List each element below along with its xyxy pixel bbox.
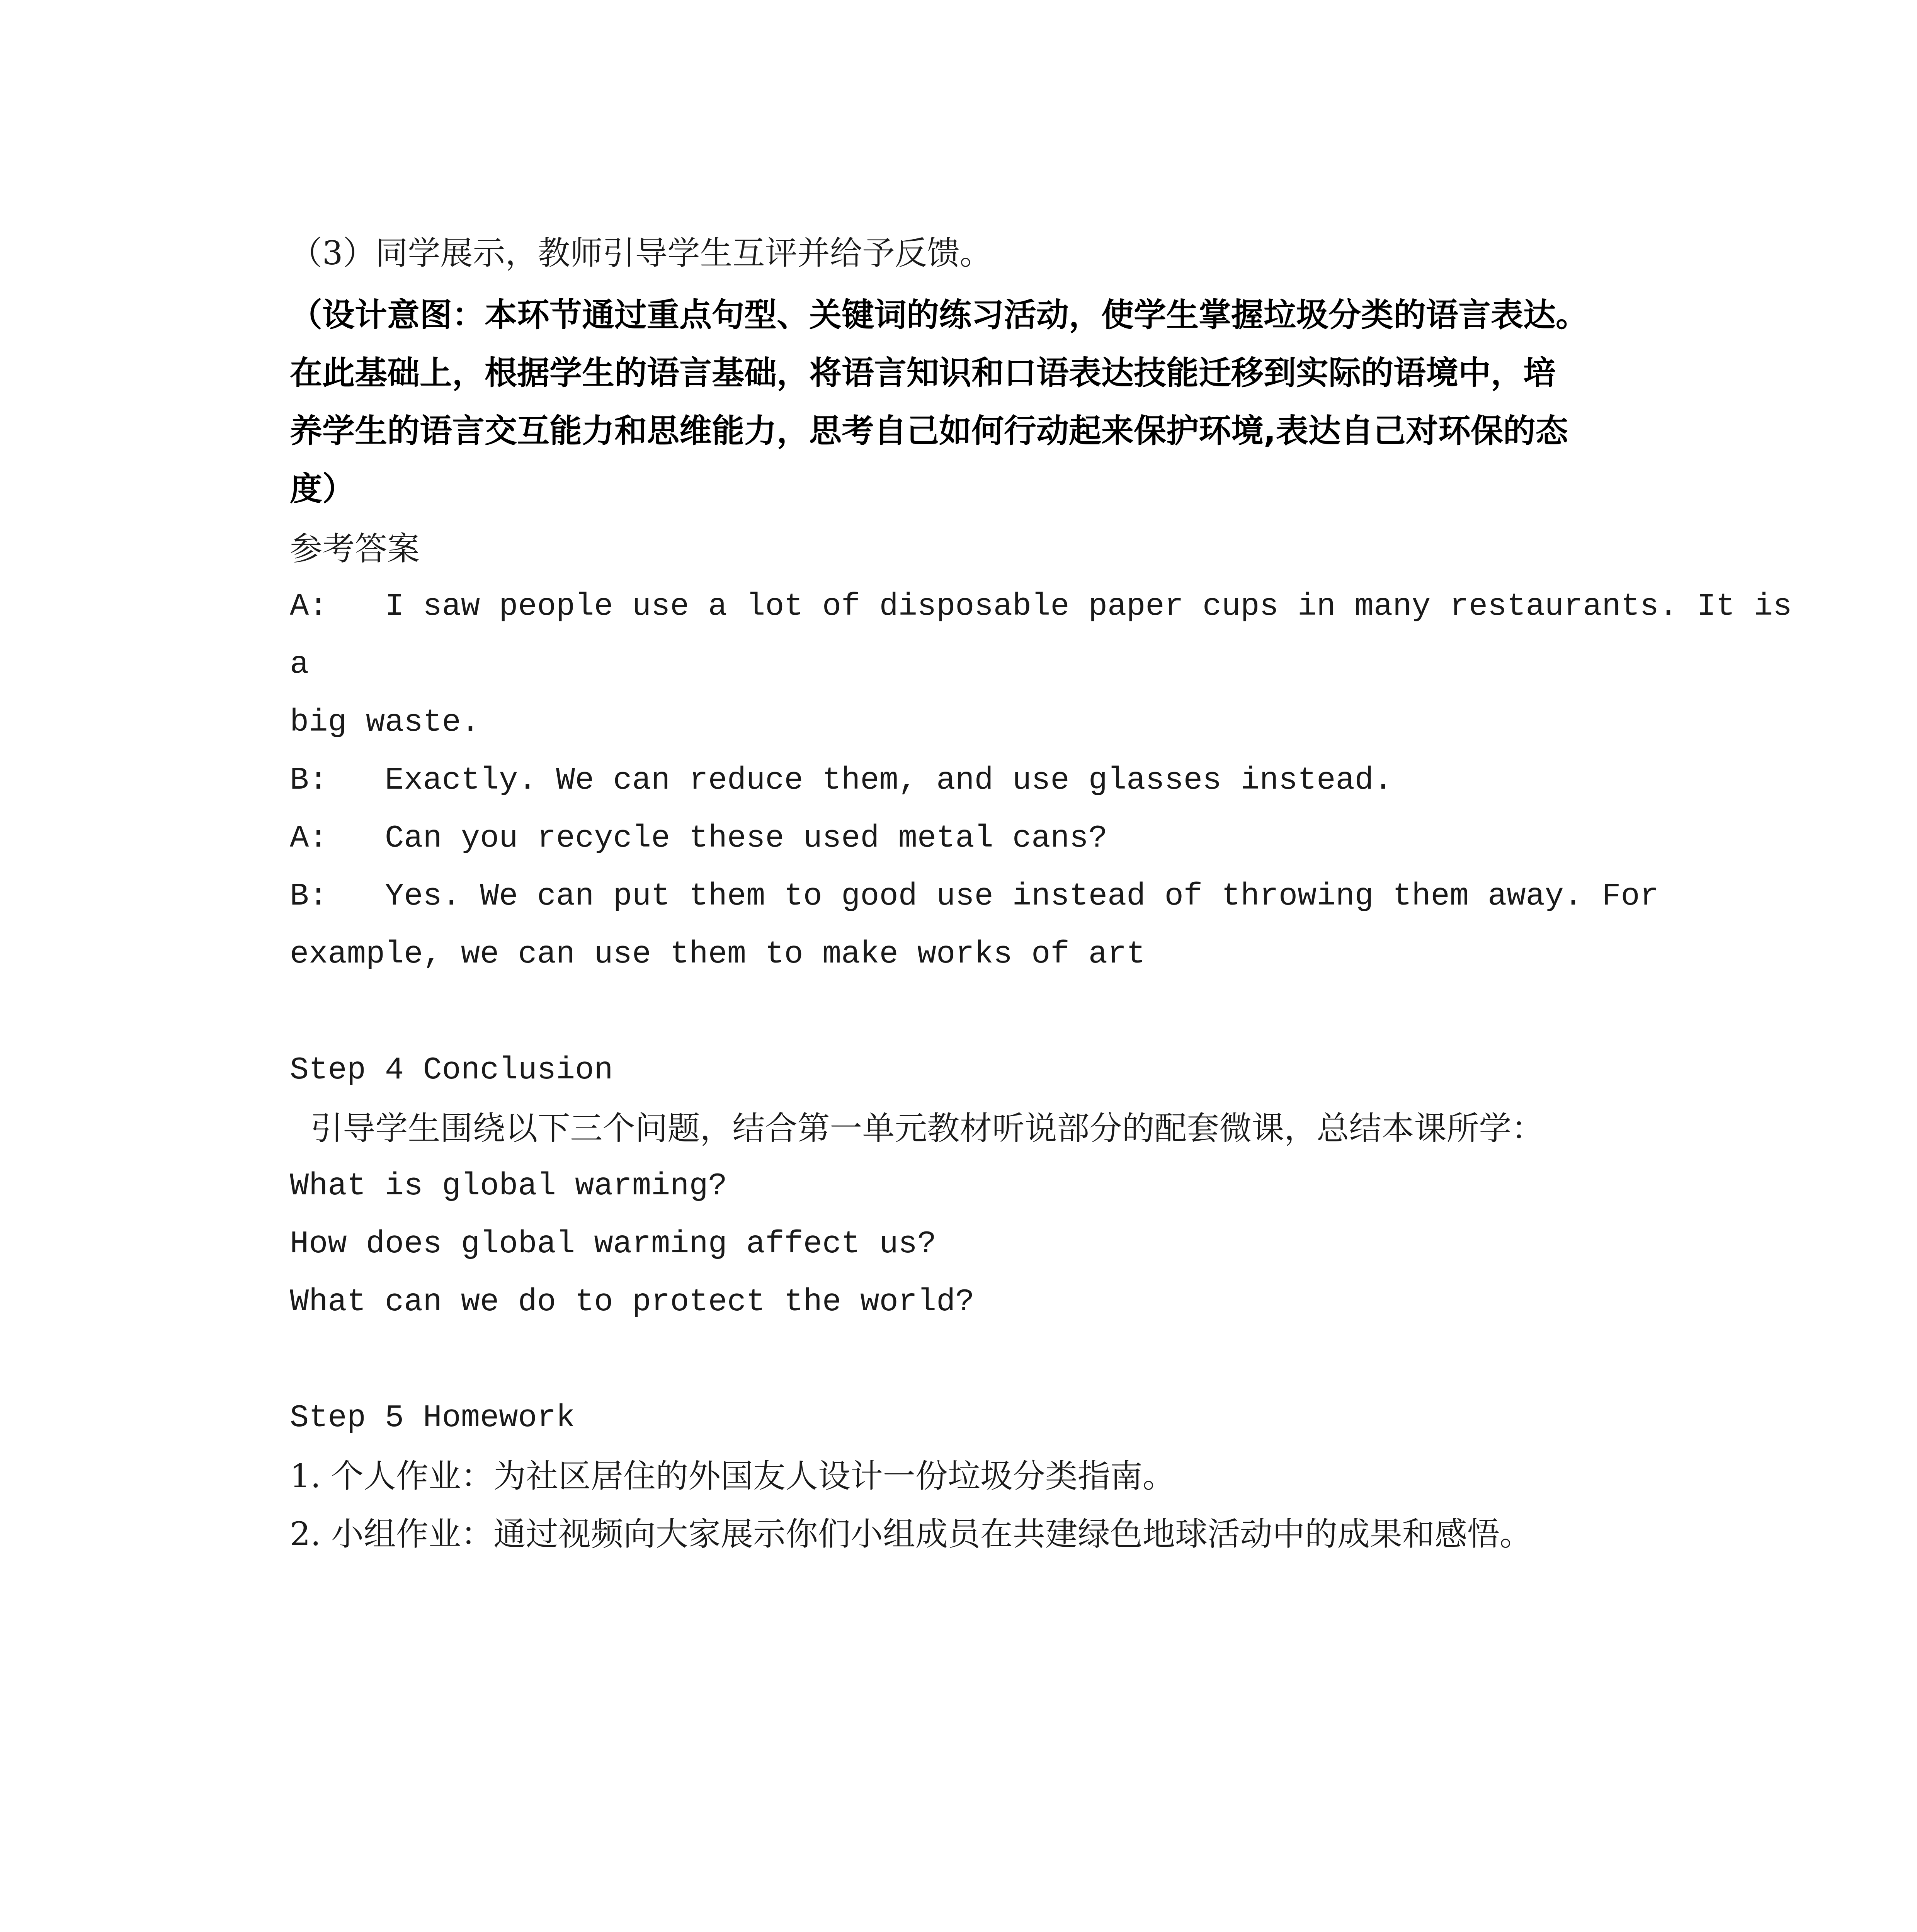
- dialogue-line-a1-wrap: a: [290, 646, 309, 682]
- homework-item-2: 2. 小组作业：通过视频向大家展示你们小组成员在共建绿色地球活动中的成果和感悟。: [290, 1515, 1532, 1553]
- step4-instruction: 引导学生围绕以下三个问题，结合第一单元教材听说部分的配套微课，总结本课所学：: [290, 1109, 1544, 1147]
- dialogue-line-b2-cont: example, we can use them to make works of art: [290, 936, 1146, 972]
- question-1: What is global warming?: [290, 1168, 727, 1204]
- step4-heading: Step 4 Conclusion: [290, 1052, 613, 1088]
- dialogue-line-a1: A: I saw people use a lot of disposable paper cups in many restaurants. It is: [290, 588, 1792, 624]
- step5-heading: Step 5 Homework: [290, 1400, 575, 1436]
- design-intent-line-4: 度）: [290, 470, 355, 508]
- design-intent-line-2: 在此基础上，根据学生的语言基础，将语言知识和口语表达技能迁移到实际的语境中，培: [290, 354, 1556, 392]
- reference-answer-heading: 参考答案: [290, 530, 420, 568]
- dialogue-line-a2: A: Can you recycle these used metal cans?: [290, 820, 1107, 856]
- homework-item-1: 1. 个人作业：为社区居住的外国友人设计一份垃圾分类指南。: [290, 1457, 1175, 1495]
- design-intent-line-3: 养学生的语言交互能力和思维能力，思考自己如何行动起来保护环境,表达自己对环保的态: [290, 412, 1568, 450]
- dialogue-line-b1: B: Exactly. We can reduce them, and use glasses instead.: [290, 762, 1393, 798]
- design-intent-line-1: （设计意图：本环节通过重点句型、关键词的练习活动，使学生掌握垃圾分类的语言表达。: [290, 296, 1589, 334]
- question-3: What can we do to protect the world?: [290, 1284, 975, 1320]
- step3-item-3: （3）同学展示，教师引导学生互评并给予反馈。: [290, 234, 992, 272]
- dialogue-line-b2: B: Yes. We can put them to good use instead of throwing them away. For: [290, 878, 1659, 914]
- dialogue-line-a1-cont: big waste.: [290, 704, 480, 740]
- question-2: How does global warming affect us?: [290, 1226, 937, 1262]
